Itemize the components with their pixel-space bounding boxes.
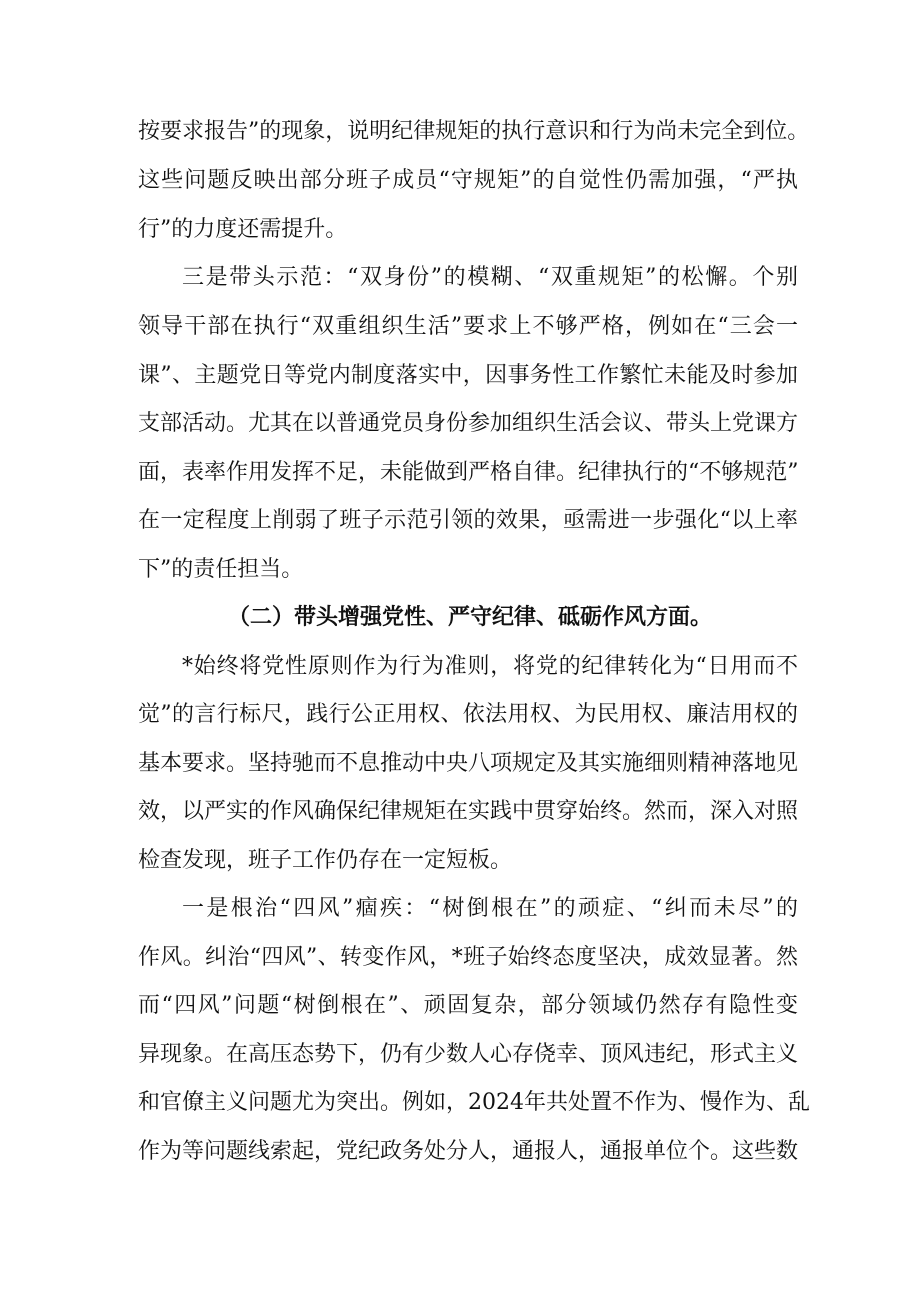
text-line-19: 而“四风”问题“树倒根在”、顽固复杂，部分领域仍然存有隐性变 (138, 993, 798, 1018)
text-line-1: 按要求报告”的现象，说明纪律规矩的执行意识和行为尚未完全到位。 (138, 119, 810, 144)
text-line-6: 课”、主题党日等党内制度落实中，因事务性工作繁忙未能及时参加 (138, 363, 798, 388)
text-line-14: 基本要求。坚持驰而不息推动中央八项规定及其实施细则精神落地见 (138, 751, 799, 776)
text-line-17: 一是根治“四风”痼疾：“树倒根在”的顽症、“纠而未尽”的 (182, 896, 798, 921)
text-line-10: 下”的责任担当。 (138, 557, 304, 582)
text-line-7: 支部活动。尤其在以普通党员身份参加组织生活会议、带头上党课方 (138, 411, 799, 436)
section-heading: （二）带头增强党性、严守纪律、砥砺作风方面。 (228, 605, 713, 630)
text-line-12: *始终将党性原则作为行为准则，将党的纪律转化为“日用而不 (182, 654, 798, 679)
text-line-18: 作风。纠治“四风”、转变作风，*班子始终态度坚决，成效显著。然 (138, 945, 798, 970)
text-line-4: 三是带头示范：“双身份”的模糊、“双重规矩”的松懈。个别 (182, 265, 798, 290)
text-line-8: 面，表率作用发挥不足，未能做到严格自律。纪律执行的“不够规范” (138, 460, 799, 485)
text-line-9: 在一定程度上削弱了班子示范引领的效果，亟需进一步强化“以上率 (138, 508, 798, 533)
text-line-3: 行”的力度还需提升。 (138, 217, 348, 242)
text-line-16: 检查发现，班子工作仍存在一定短板。 (138, 848, 513, 873)
text-line-22: 作为等问题线索起，党纪政务处分人，通报人，通报单位个。这些数 (138, 1139, 799, 1164)
text-line-13: 觉”的言行标尺，践行公正用权、依法用权、为民用权、廉洁用权的 (138, 702, 798, 727)
text-line-21: 和官僚主义问题尤为突出。例如，2024年共处置不作为、慢作为、乱 (138, 1090, 810, 1115)
text-line-20: 异现象。在高压态势下，仍有少数人心存侥幸、顶风违纪，形式主义 (138, 1042, 799, 1067)
text-line-15: 效，以严实的作风确保纪律规矩在实践中贯穿始终。然而，深入对照 (138, 799, 799, 824)
text-line-2: 这些问题反映出部分班子成员“守规矩”的自觉性仍需加强，“严执 (138, 168, 798, 193)
text-line-5: 领导干部在执行“双重组织生活”要求上不够严格，例如在“三会一 (138, 314, 798, 339)
